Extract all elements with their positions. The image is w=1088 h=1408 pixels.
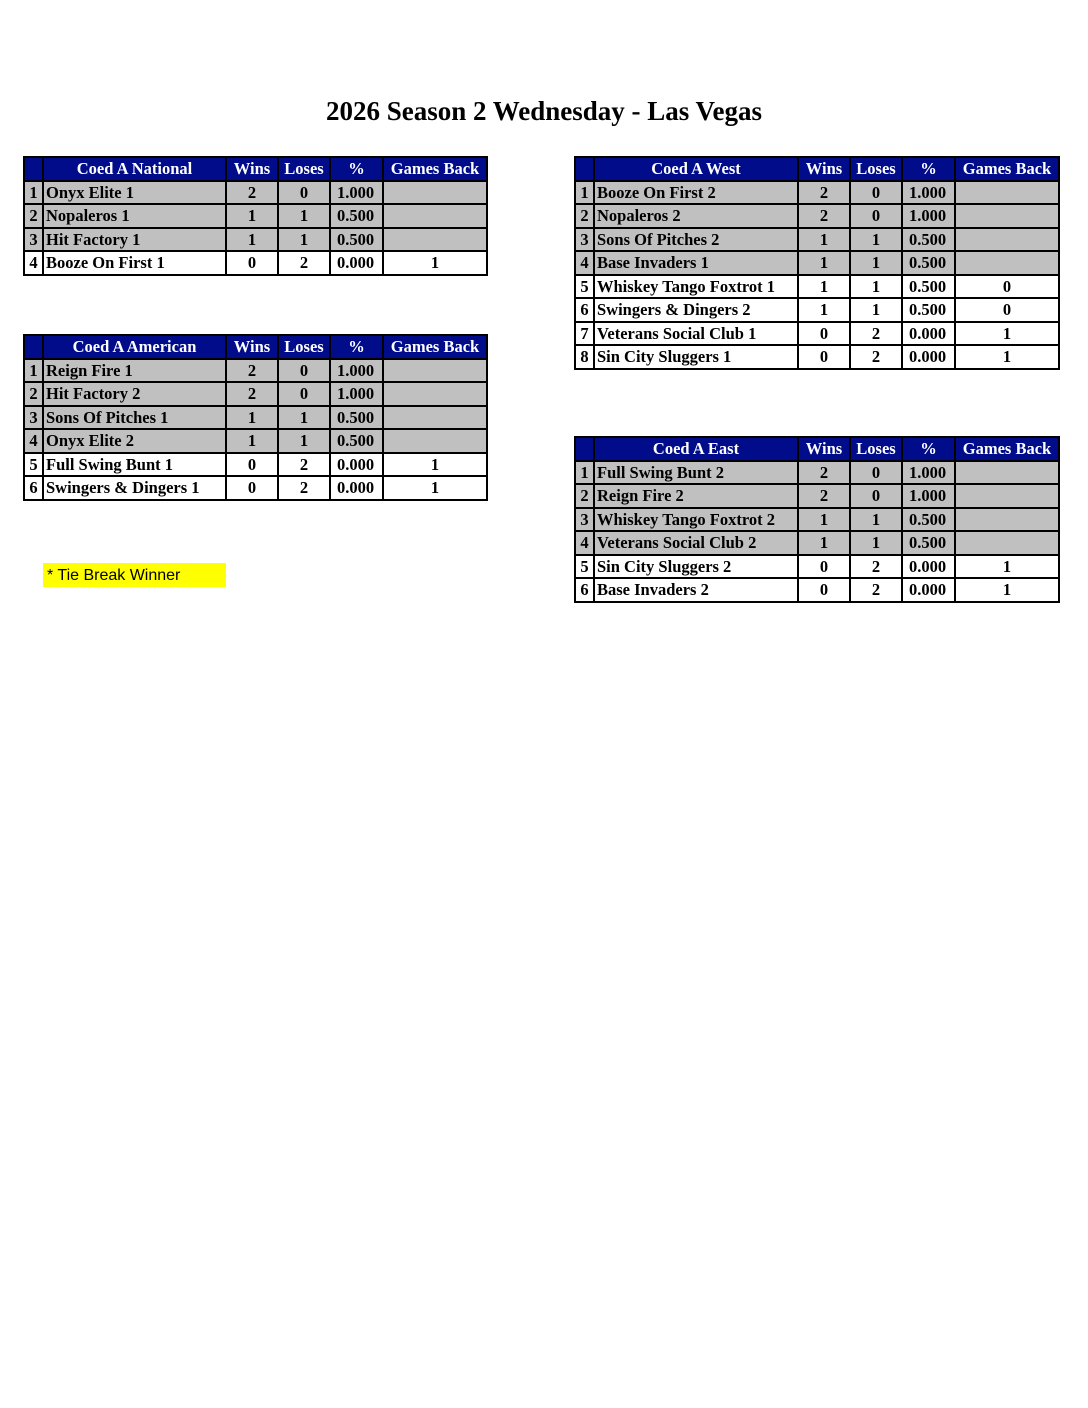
wins-cell: 0 — [798, 578, 850, 602]
rank-cell: 1 — [575, 181, 594, 205]
loses-cell: 1 — [278, 204, 330, 228]
rank-cell: 7 — [575, 322, 594, 346]
rank-header — [24, 335, 43, 359]
games-back-header: Games Back — [383, 335, 487, 359]
pct-cell: 1.000 — [902, 181, 955, 205]
wins-cell: 0 — [226, 453, 278, 477]
division-name-header: Coed A American — [43, 335, 226, 359]
tie-break-note: * Tie Break Winner — [43, 563, 226, 587]
table-row — [24, 429, 487, 453]
games-back-cell — [955, 484, 1059, 508]
pct-header: % — [902, 437, 955, 461]
rank-cell: 6 — [24, 476, 43, 500]
games-back-cell — [383, 382, 487, 406]
team-name-cell: Booze On First 1 — [43, 251, 226, 275]
wins-cell: 0 — [226, 476, 278, 500]
wins-cell: 2 — [226, 181, 278, 205]
team-name-cell: Full Swing Bunt 2 — [594, 461, 798, 485]
games-back-cell: 1 — [383, 453, 487, 477]
wins-cell: 2 — [798, 484, 850, 508]
header-row — [24, 157, 487, 181]
rank-header — [24, 157, 43, 181]
games-back-cell: 0 — [955, 275, 1059, 299]
rank-header — [575, 437, 594, 461]
wins-cell: 1 — [226, 228, 278, 252]
wins-header: Wins — [798, 437, 850, 461]
pct-header: % — [902, 157, 955, 181]
rank-cell: 6 — [575, 578, 594, 602]
games-back-cell — [383, 429, 487, 453]
rank-cell: 4 — [24, 429, 43, 453]
rank-cell: 4 — [575, 251, 594, 275]
loses-header: Loses — [278, 335, 330, 359]
team-name-cell: Onyx Elite 2 — [43, 429, 226, 453]
table-row — [575, 275, 1059, 299]
wins-cell: 0 — [798, 555, 850, 579]
team-name-cell: Swingers & Dingers 1 — [43, 476, 226, 500]
games-back-cell: 1 — [955, 322, 1059, 346]
wins-cell: 2 — [798, 181, 850, 205]
games-back-cell: 0 — [955, 298, 1059, 322]
team-name-cell: Sin City Sluggers 1 — [594, 345, 798, 369]
games-back-cell — [383, 228, 487, 252]
table-row — [24, 476, 487, 500]
wins-cell: 1 — [798, 531, 850, 555]
games-back-cell: 1 — [383, 476, 487, 500]
rank-cell: 2 — [575, 204, 594, 228]
team-name-cell: Onyx Elite 1 — [43, 181, 226, 205]
games-back-header: Games Back — [383, 157, 487, 181]
table-row — [24, 251, 487, 275]
table-row — [575, 298, 1059, 322]
standings-table-coed-a-west — [574, 156, 1060, 370]
rank-cell: 6 — [575, 298, 594, 322]
loses-cell: 2 — [278, 251, 330, 275]
division-name-header: Coed A West — [594, 157, 798, 181]
games-back-cell — [955, 228, 1059, 252]
games-back-cell: 1 — [955, 555, 1059, 579]
loses-cell: 2 — [850, 555, 902, 579]
wins-cell: 0 — [798, 322, 850, 346]
games-back-cell: 1 — [383, 251, 487, 275]
table-row — [575, 322, 1059, 346]
table-row — [575, 345, 1059, 369]
loses-cell: 0 — [850, 484, 902, 508]
games-back-cell — [955, 461, 1059, 485]
team-name-cell: Reign Fire 1 — [43, 359, 226, 383]
pct-cell: 0.500 — [902, 251, 955, 275]
table-row — [575, 461, 1059, 485]
header-row — [575, 157, 1059, 181]
table-row — [575, 508, 1059, 532]
wins-cell: 2 — [226, 382, 278, 406]
table-row — [24, 406, 487, 430]
standings-table-coed-a-east — [574, 436, 1060, 603]
loses-header: Loses — [850, 157, 902, 181]
wins-cell: 1 — [798, 298, 850, 322]
loses-cell: 0 — [850, 204, 902, 228]
rank-cell: 8 — [575, 345, 594, 369]
pct-cell: 1.000 — [902, 204, 955, 228]
rank-cell: 3 — [24, 228, 43, 252]
team-name-cell: Full Swing Bunt 1 — [43, 453, 226, 477]
team-name-cell: Whiskey Tango Foxtrot 1 — [594, 275, 798, 299]
pct-cell: 0.500 — [330, 406, 383, 430]
pct-cell: 0.500 — [330, 204, 383, 228]
team-name-cell: Base Invaders 1 — [594, 251, 798, 275]
games-back-cell — [955, 181, 1059, 205]
standings-table-coed-a-national — [23, 156, 488, 276]
table-row — [575, 251, 1059, 275]
rank-cell: 2 — [24, 382, 43, 406]
table-row — [575, 181, 1059, 205]
wins-cell: 2 — [798, 204, 850, 228]
loses-cell: 1 — [278, 429, 330, 453]
pct-cell: 0.500 — [902, 531, 955, 555]
table-row — [575, 531, 1059, 555]
wins-cell: 1 — [798, 251, 850, 275]
pct-header: % — [330, 335, 383, 359]
games-back-cell — [383, 181, 487, 205]
rank-cell: 3 — [575, 228, 594, 252]
wins-header: Wins — [226, 157, 278, 181]
wins-cell: 1 — [798, 508, 850, 532]
games-back-header: Games Back — [955, 437, 1059, 461]
team-name-cell: Hit Factory 2 — [43, 382, 226, 406]
pct-cell: 0.500 — [902, 228, 955, 252]
team-name-cell: Base Invaders 2 — [594, 578, 798, 602]
team-name-cell: Sons Of Pitches 2 — [594, 228, 798, 252]
table-row — [24, 228, 487, 252]
wins-cell: 1 — [226, 429, 278, 453]
wins-cell: 1 — [798, 275, 850, 299]
division-name-header: Coed A East — [594, 437, 798, 461]
pct-cell: 0.500 — [330, 228, 383, 252]
wins-cell: 0 — [798, 345, 850, 369]
rank-cell: 2 — [24, 204, 43, 228]
rank-cell: 3 — [24, 406, 43, 430]
team-name-cell: Booze On First 2 — [594, 181, 798, 205]
loses-cell: 2 — [278, 476, 330, 500]
games-back-cell — [383, 406, 487, 430]
rank-cell: 1 — [575, 461, 594, 485]
games-back-cell — [955, 204, 1059, 228]
rank-cell: 4 — [575, 531, 594, 555]
loses-cell: 0 — [850, 461, 902, 485]
pct-cell: 0.000 — [902, 322, 955, 346]
pct-cell: 0.000 — [902, 578, 955, 602]
loses-header: Loses — [850, 437, 902, 461]
wins-cell: 1 — [226, 204, 278, 228]
games-back-cell: 1 — [955, 345, 1059, 369]
games-back-cell — [955, 531, 1059, 555]
loses-cell: 2 — [278, 453, 330, 477]
team-name-cell: Sin City Sluggers 2 — [594, 555, 798, 579]
pct-cell: 0.000 — [330, 453, 383, 477]
team-name-cell: Nopaleros 1 — [43, 204, 226, 228]
loses-cell: 1 — [850, 275, 902, 299]
table-row — [24, 204, 487, 228]
team-name-cell: Whiskey Tango Foxtrot 2 — [594, 508, 798, 532]
wins-cell: 1 — [798, 228, 850, 252]
pct-cell: 0.000 — [330, 476, 383, 500]
loses-cell: 1 — [278, 406, 330, 430]
wins-header: Wins — [798, 157, 850, 181]
standings-table-coed-a-american — [23, 334, 488, 501]
loses-cell: 2 — [850, 578, 902, 602]
table-row — [24, 181, 487, 205]
pct-cell: 0.000 — [902, 555, 955, 579]
rank-cell: 3 — [575, 508, 594, 532]
loses-cell: 0 — [278, 382, 330, 406]
table-row — [24, 382, 487, 406]
table-row — [575, 578, 1059, 602]
division-name-header: Coed A National — [43, 157, 226, 181]
pct-cell: 1.000 — [330, 181, 383, 205]
loses-header: Loses — [278, 157, 330, 181]
team-name-cell: Reign Fire 2 — [594, 484, 798, 508]
pct-cell: 1.000 — [330, 382, 383, 406]
games-back-cell: 1 — [955, 578, 1059, 602]
header-row — [575, 437, 1059, 461]
wins-cell: 2 — [798, 461, 850, 485]
table-row — [24, 359, 487, 383]
team-name-cell: Swingers & Dingers 2 — [594, 298, 798, 322]
team-name-cell: Hit Factory 1 — [43, 228, 226, 252]
header-row — [24, 335, 487, 359]
pct-header: % — [330, 157, 383, 181]
team-name-cell: Nopaleros 2 — [594, 204, 798, 228]
loses-cell: 0 — [850, 181, 902, 205]
games-back-header: Games Back — [955, 157, 1059, 181]
pct-cell: 0.500 — [902, 275, 955, 299]
pct-cell: 0.500 — [902, 298, 955, 322]
pct-cell: 0.000 — [902, 345, 955, 369]
wins-cell: 0 — [226, 251, 278, 275]
team-name-cell: Veterans Social Club 1 — [594, 322, 798, 346]
pct-cell: 1.000 — [330, 359, 383, 383]
loses-cell: 1 — [278, 228, 330, 252]
rank-cell: 5 — [575, 555, 594, 579]
wins-header: Wins — [226, 335, 278, 359]
rank-cell: 5 — [24, 453, 43, 477]
table-row — [575, 484, 1059, 508]
rank-cell: 1 — [24, 181, 43, 205]
loses-cell: 1 — [850, 531, 902, 555]
pct-cell: 0.500 — [902, 508, 955, 532]
games-back-cell — [383, 204, 487, 228]
table-row — [575, 555, 1059, 579]
pct-cell: 1.000 — [902, 484, 955, 508]
games-back-cell — [955, 251, 1059, 275]
games-back-cell — [383, 359, 487, 383]
pct-cell: 0.500 — [330, 429, 383, 453]
loses-cell: 0 — [278, 359, 330, 383]
rank-header — [575, 157, 594, 181]
loses-cell: 2 — [850, 345, 902, 369]
page-title: 2026 Season 2 Wednesday - Las Vegas — [325, 96, 763, 126]
rank-cell: 1 — [24, 359, 43, 383]
rank-cell: 4 — [24, 251, 43, 275]
pct-cell: 0.000 — [330, 251, 383, 275]
team-name-cell: Veterans Social Club 2 — [594, 531, 798, 555]
table-row — [575, 204, 1059, 228]
games-back-cell — [955, 508, 1059, 532]
loses-cell: 1 — [850, 508, 902, 532]
table-row — [24, 453, 487, 477]
loses-cell: 1 — [850, 228, 902, 252]
rank-cell: 2 — [575, 484, 594, 508]
loses-cell: 1 — [850, 298, 902, 322]
pct-cell: 1.000 — [902, 461, 955, 485]
loses-cell: 1 — [850, 251, 902, 275]
wins-cell: 1 — [226, 406, 278, 430]
wins-cell: 2 — [226, 359, 278, 383]
loses-cell: 0 — [278, 181, 330, 205]
loses-cell: 2 — [850, 322, 902, 346]
rank-cell: 5 — [575, 275, 594, 299]
team-name-cell: Sons Of Pitches 1 — [43, 406, 226, 430]
table-row — [575, 228, 1059, 252]
